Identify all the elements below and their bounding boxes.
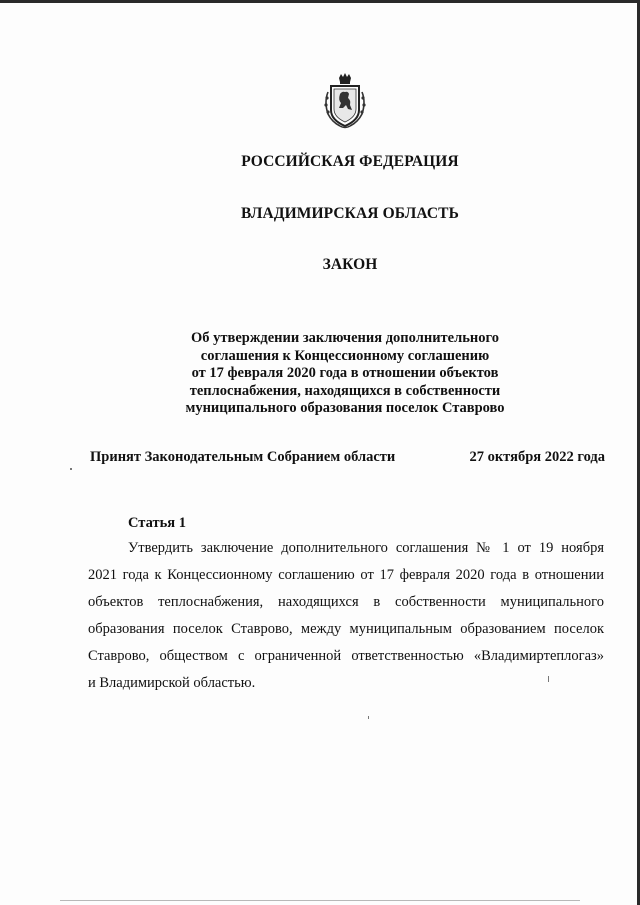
scan-speck [70, 468, 72, 470]
law-title-line: от 17 февраля 2020 года в отношении объектов [191, 365, 499, 381]
law-title [160, 330, 530, 418]
article-body-line: и Владимирской областью. [88, 675, 256, 691]
law-title-line: Об утверждении заключения дополнительного [191, 330, 499, 346]
heading-region: ВЛАДИМИРСКАЯ ОБЛАСТЬ [241, 205, 459, 222]
article-body-line: объектов теплоснабжения, находящихся в собственности муниципального [88, 594, 604, 610]
scan-edge-bottom [60, 900, 580, 901]
law-title-line: муниципального образования поселок Ставрово [185, 400, 505, 416]
adopted-by: Принят Законодательным Собранием области [90, 449, 396, 465]
law-title-line: теплоснабжения, находящихся в собственности [189, 382, 501, 399]
article-title: Статья 1 [128, 515, 186, 531]
article-body-line: 2021 года к Концессионному соглашению от 17 февраля 2020 года в отношении [88, 567, 604, 583]
article-body [88, 535, 604, 697]
scan-speck [548, 676, 549, 682]
article-body-line: Ставрово, обществом с ограниченной ответственностью «Владимиртеплогаз» [88, 648, 604, 664]
article-body-line: Утвердить заключение дополнительного соглашения № 1 от 19 ноября [128, 540, 604, 556]
article-body-line: образования поселок Ставрово, между муниципальным образованием поселок [88, 621, 604, 637]
adoption-date: 27 октября 2022 года [469, 449, 605, 465]
scan-edge-top [0, 0, 640, 3]
heading-doc-type: ЗАКОН [322, 256, 378, 273]
coat-of-arms-icon [322, 72, 368, 130]
scan-speck [368, 716, 369, 719]
heading-federation: РОССИЙСКАЯ ФЕДЕРАЦИЯ [241, 153, 459, 170]
law-title-line: соглашения к Концессионному соглашению [200, 347, 490, 364]
